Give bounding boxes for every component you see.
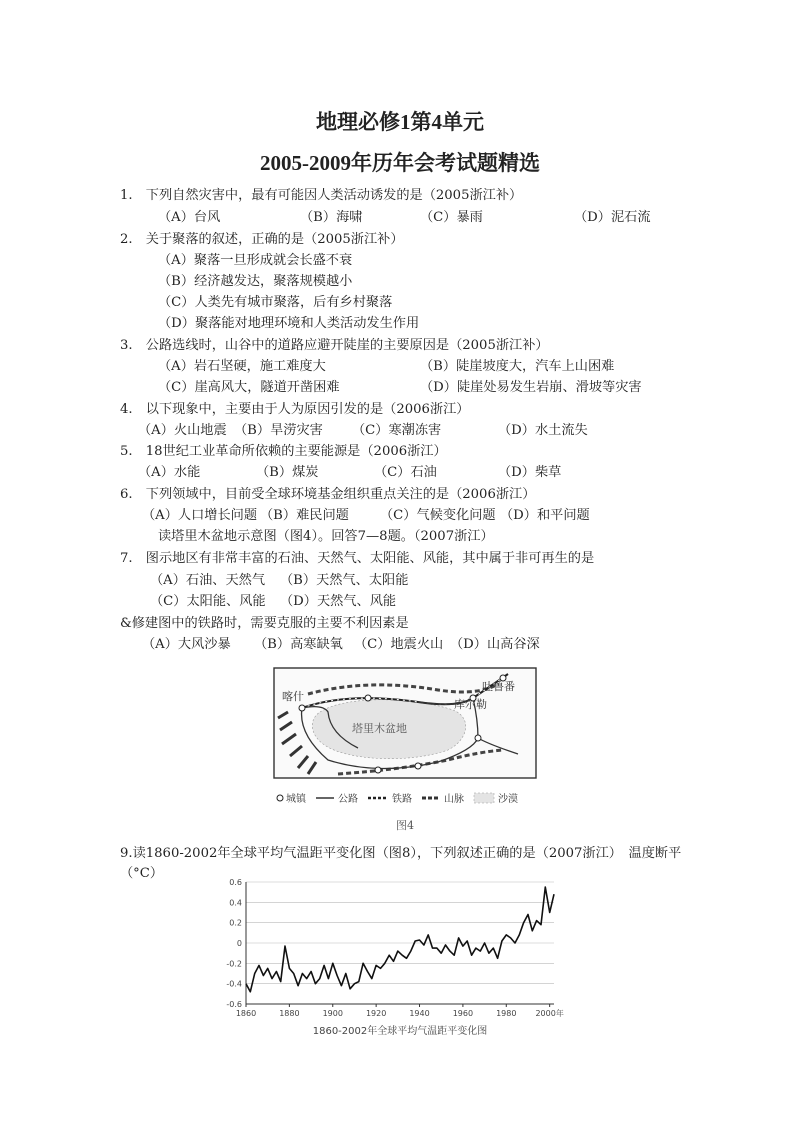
q5-option-d: （D）柴草 (498, 465, 562, 480)
town-south-1 (375, 767, 381, 773)
q8-option-d: （D）山高谷深 (450, 637, 540, 652)
y-tick-label: -0.6 (226, 1000, 242, 1009)
legend-mountain: 山脉 (444, 794, 464, 805)
y-tick-label: 0 (236, 939, 242, 948)
map-caption: 图4 (396, 819, 414, 832)
q8-option-a: （A）大风沙暴 (142, 637, 231, 652)
x-tick-label: 1900 (322, 1009, 343, 1018)
chart-title: 1860-2002年全球平均气温距平变化图 (312, 1026, 488, 1037)
q5-option-b: （B）煤炭 (256, 465, 319, 480)
q2-option-d: （D）聚落能对地理环境和人类活动发生作用 (158, 316, 420, 331)
x-tick-label: 1860 (235, 1009, 257, 1018)
x-tick-label: 1940 (409, 1009, 430, 1018)
town-kashgar (299, 705, 305, 711)
question-3: 3. 公路选线时，山谷中的道路应避开陡崖的主要原因是（2005浙江补） (120, 338, 549, 353)
q2-option-b: （B）经济越发达，聚落规模越小 (158, 274, 353, 289)
q6-option-b: （B）难民问题 (260, 508, 349, 523)
q5-option-a: （A）水能 (138, 465, 201, 480)
q6-option-a: （A）人口增长问题 (142, 508, 258, 523)
town-north (365, 695, 371, 701)
question-7: 7. 图示地区有非常丰富的石油、天然气、太阳能、风能，其中属于非可再生的是 (120, 551, 595, 566)
q4-option-b: （B）旱涝灾害 (234, 423, 323, 438)
q8-option-c: （C）地震火山 (354, 637, 444, 652)
legend-road: 公路 (338, 794, 358, 805)
town-south-2 (415, 763, 421, 769)
x-tick-label: 2000年 (535, 1009, 564, 1018)
q6-option-d: （D）和平问题 (500, 508, 590, 523)
q7-option-b: （B）天然气、太阳能 (280, 573, 409, 588)
q8-option-b: （B）高寒缺氧 (254, 637, 343, 652)
x-tick-label: 1920 (365, 1009, 387, 1018)
q1-option-a: （A）台风 (158, 210, 221, 225)
y-tick-label: -0.4 (226, 979, 242, 989)
question-1: 1. 下列自然灾害中，最有可能因人类活动诱发的是（2005浙江补） (120, 188, 523, 203)
label-turpan: 吐鲁番 (482, 680, 515, 693)
tarim-basin-map (268, 664, 540, 814)
question-6: 6. 下列领域中，目前受全球环境基金组织重点关注的是（2006浙江） (120, 487, 536, 502)
q2-option-a: （A）聚落一旦形成就会长盛不衰 (158, 253, 353, 268)
label-korla: 库尔勒 (454, 698, 487, 711)
page-subtitle: 2005-2009年历年会考试题精选 (260, 151, 540, 175)
question-4: 4. 以下现象中，主要由于人为原因引发的是（2006浙江） (120, 402, 470, 417)
q5-option-c: （C）石油 (374, 465, 437, 480)
x-tick-label: 1960 (452, 1009, 474, 1018)
q7-option-a: （A）石油、天然气 (150, 573, 266, 588)
town-east (475, 735, 481, 741)
question-2: 2. 关于聚落的叙述，正确的是（2005浙江补） (120, 232, 404, 247)
q3-option-d: （D）陡崖处易发生岩崩、滑坡等灾害 (420, 380, 642, 395)
y-tick-label: 0.4 (229, 898, 242, 908)
question-5: 5. 18世纪工业革命所依赖的主要能源是（2006浙江） (120, 444, 447, 459)
question-8: &修建图中的铁路时，需要克服的主要不利因素是 (120, 616, 409, 631)
q3-option-b: （B）陡崖坡度大，汽车上山困难 (420, 359, 615, 374)
q3-option-a: （A）岩石坚硬，施工难度大 (158, 359, 326, 374)
label-tarim-basin: 塔里木盆地 (352, 722, 407, 735)
page-title: 地理必修1第4单元 (316, 110, 484, 134)
q1-option-c: （C）暴雨 (420, 210, 483, 225)
question-9: 9.读1860-2002年全球平均气温距平变化图（图8），下列叙述正确的是（2007浙江） 温度断平 (120, 846, 682, 861)
legend-town-symbol (277, 795, 283, 801)
y-tick-label: 0.2 (229, 918, 242, 928)
q3-option-c: （C）崖高风大，隧道开凿困难 (158, 380, 340, 395)
q1-option-d: （D）泥石流 (574, 210, 651, 225)
x-tick-label: 1980 (496, 1009, 517, 1018)
q7-option-c: （C）太阳能、风能 (150, 594, 266, 609)
q2-option-c: （C）人类先有城市聚落，后有乡村聚落 (158, 295, 393, 310)
q1-option-b: （B）海啸 (300, 210, 363, 225)
q6-option-c: （C）气候变化问题 (380, 508, 496, 523)
label-kashgar: 喀什 (282, 690, 304, 703)
q4-option-d: （D）水土流失 (498, 423, 588, 438)
legend-desert-symbol (474, 793, 494, 803)
temperature-anomaly-chart (222, 876, 582, 1044)
legend-town: 城镇 (286, 794, 306, 805)
y-tick-label: -0.2 (226, 959, 242, 969)
q4-option-a: （A）火山地震 (138, 423, 227, 438)
x-tick-label: 1880 (279, 1009, 300, 1018)
temperature-series-line (246, 887, 554, 992)
y-tick-label: 0.6 (229, 878, 242, 887)
question-9-unit: （°C） (120, 866, 164, 881)
legend-desert: 沙漠 (498, 794, 518, 805)
q7-option-d: （D）天然气、风能 (280, 594, 397, 609)
q4-option-c: （C）寒潮冻害 (352, 423, 442, 438)
legend-rail: 铁路 (392, 794, 412, 805)
map-intro: 读塔里木盆地示意图（图4）。回答7—8题。（2007浙江） (158, 529, 494, 544)
